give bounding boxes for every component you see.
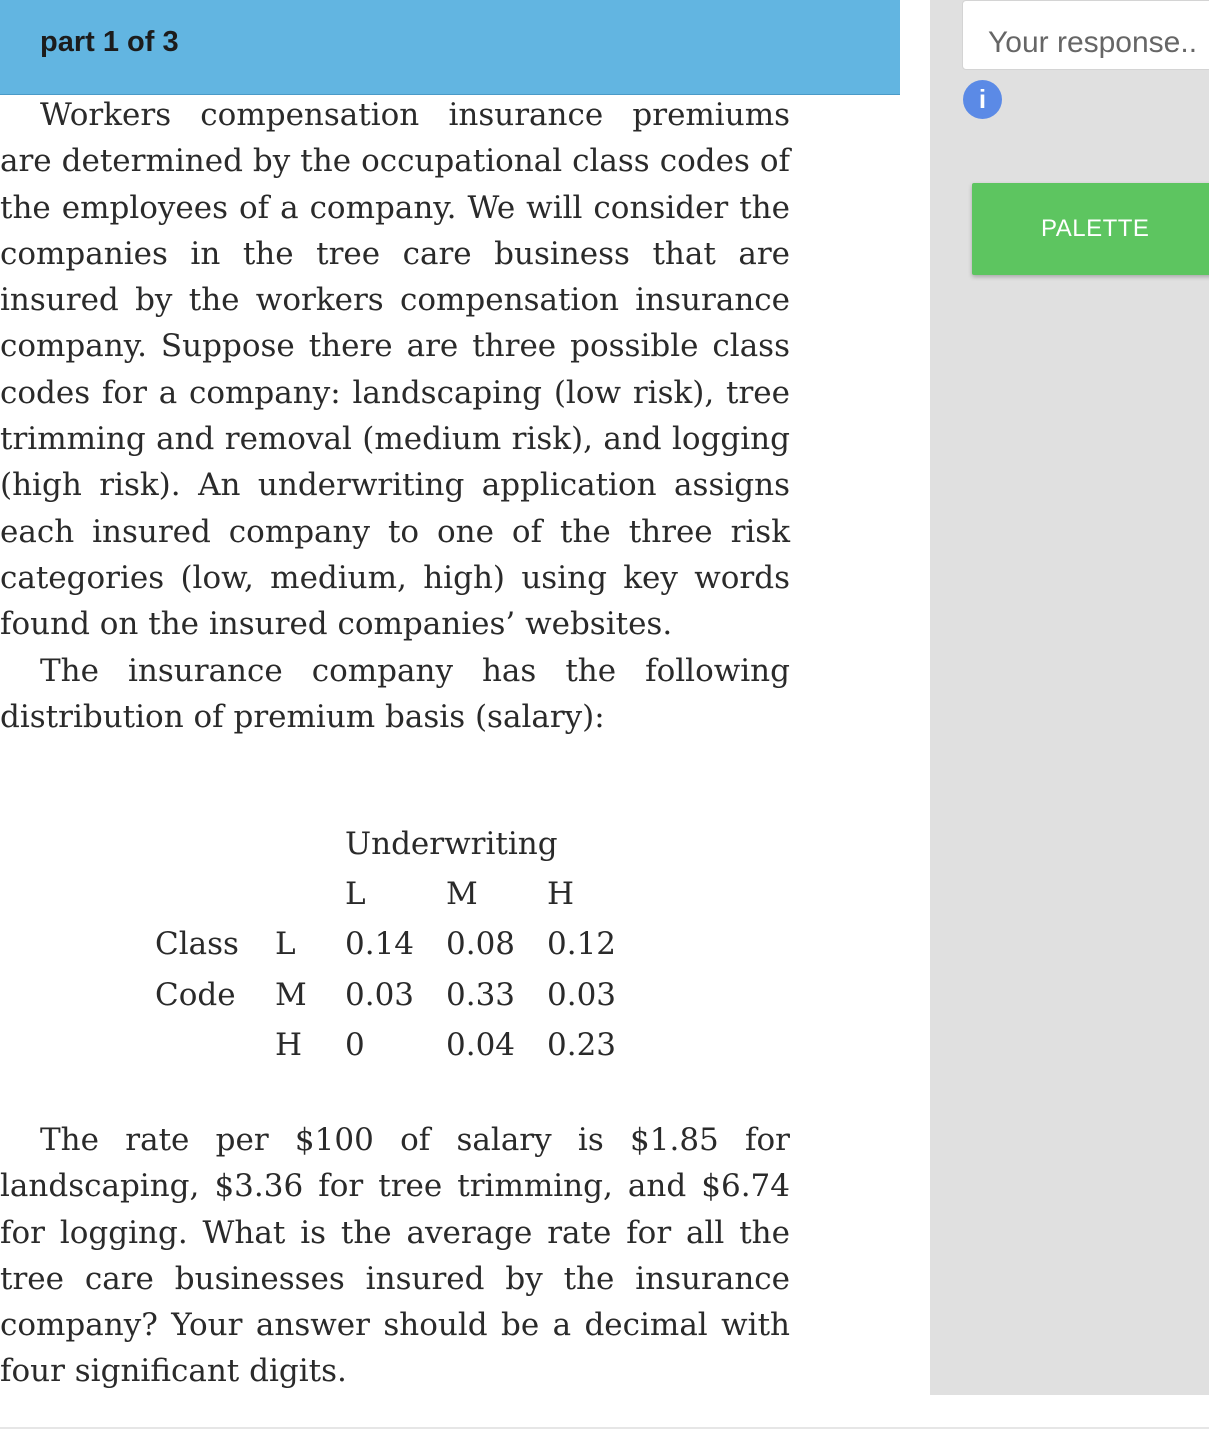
question-paragraph: The insurance company has the following distribution of premium basis (salary): xyxy=(0,652,790,735)
table-cell: 0.23 xyxy=(547,1027,617,1063)
table-col-header: H xyxy=(547,876,575,912)
table-col-header: M xyxy=(446,876,478,912)
table-cell: 0.33 xyxy=(446,977,516,1013)
question-text xyxy=(0,92,790,740)
bottom-divider xyxy=(0,1427,1209,1429)
table-row-group-label: Code xyxy=(155,977,236,1013)
table-cell: 0.04 xyxy=(446,1027,516,1063)
table-cell: 0 xyxy=(345,1027,365,1063)
palette-button[interactable]: PALETTE xyxy=(972,183,1209,275)
question-paragraph: The rate per $100 of salary is $1.85 for landscaping, $3.36 for tree trimming, and $6.74 for logging. What is the average rate for all the tree care businesses insured by the insurance company? Your answer should be a decimal with four significant digits. xyxy=(0,1122,790,1390)
table-row-header: M xyxy=(275,977,307,1013)
info-icon[interactable]: i xyxy=(963,80,1002,119)
part-header xyxy=(0,0,900,95)
table-col-header: L xyxy=(345,876,366,912)
part-label: part 1 of 3 xyxy=(40,26,179,58)
table-cell: 0.03 xyxy=(547,977,617,1013)
table-cell: 0.12 xyxy=(547,926,617,962)
table-cell: 0.14 xyxy=(345,926,415,962)
table-row-header: L xyxy=(275,926,296,962)
question-paragraph: Workers compensation insurance premiums are determined by the occupational class codes of the employees of a company. We will consider the companies in the tree care business that are insured by the workers compensation insurance company. Suppose there are three possible class codes for a company: landscaping (low risk), tree trimming and removal (medium risk), and logging (high risk). An underwriting application assigns each insured company to one of the three risk categories (low, medium, high) using key words found on the insured companies’ websites. xyxy=(0,97,790,643)
table-row-group-label: Class xyxy=(155,926,239,962)
table-row-header: H xyxy=(275,1027,303,1063)
table-title: Underwriting xyxy=(345,826,558,862)
table-cell: 0.08 xyxy=(446,926,516,962)
table-cell: 0.03 xyxy=(345,977,415,1013)
response-input[interactable] xyxy=(962,0,1209,70)
